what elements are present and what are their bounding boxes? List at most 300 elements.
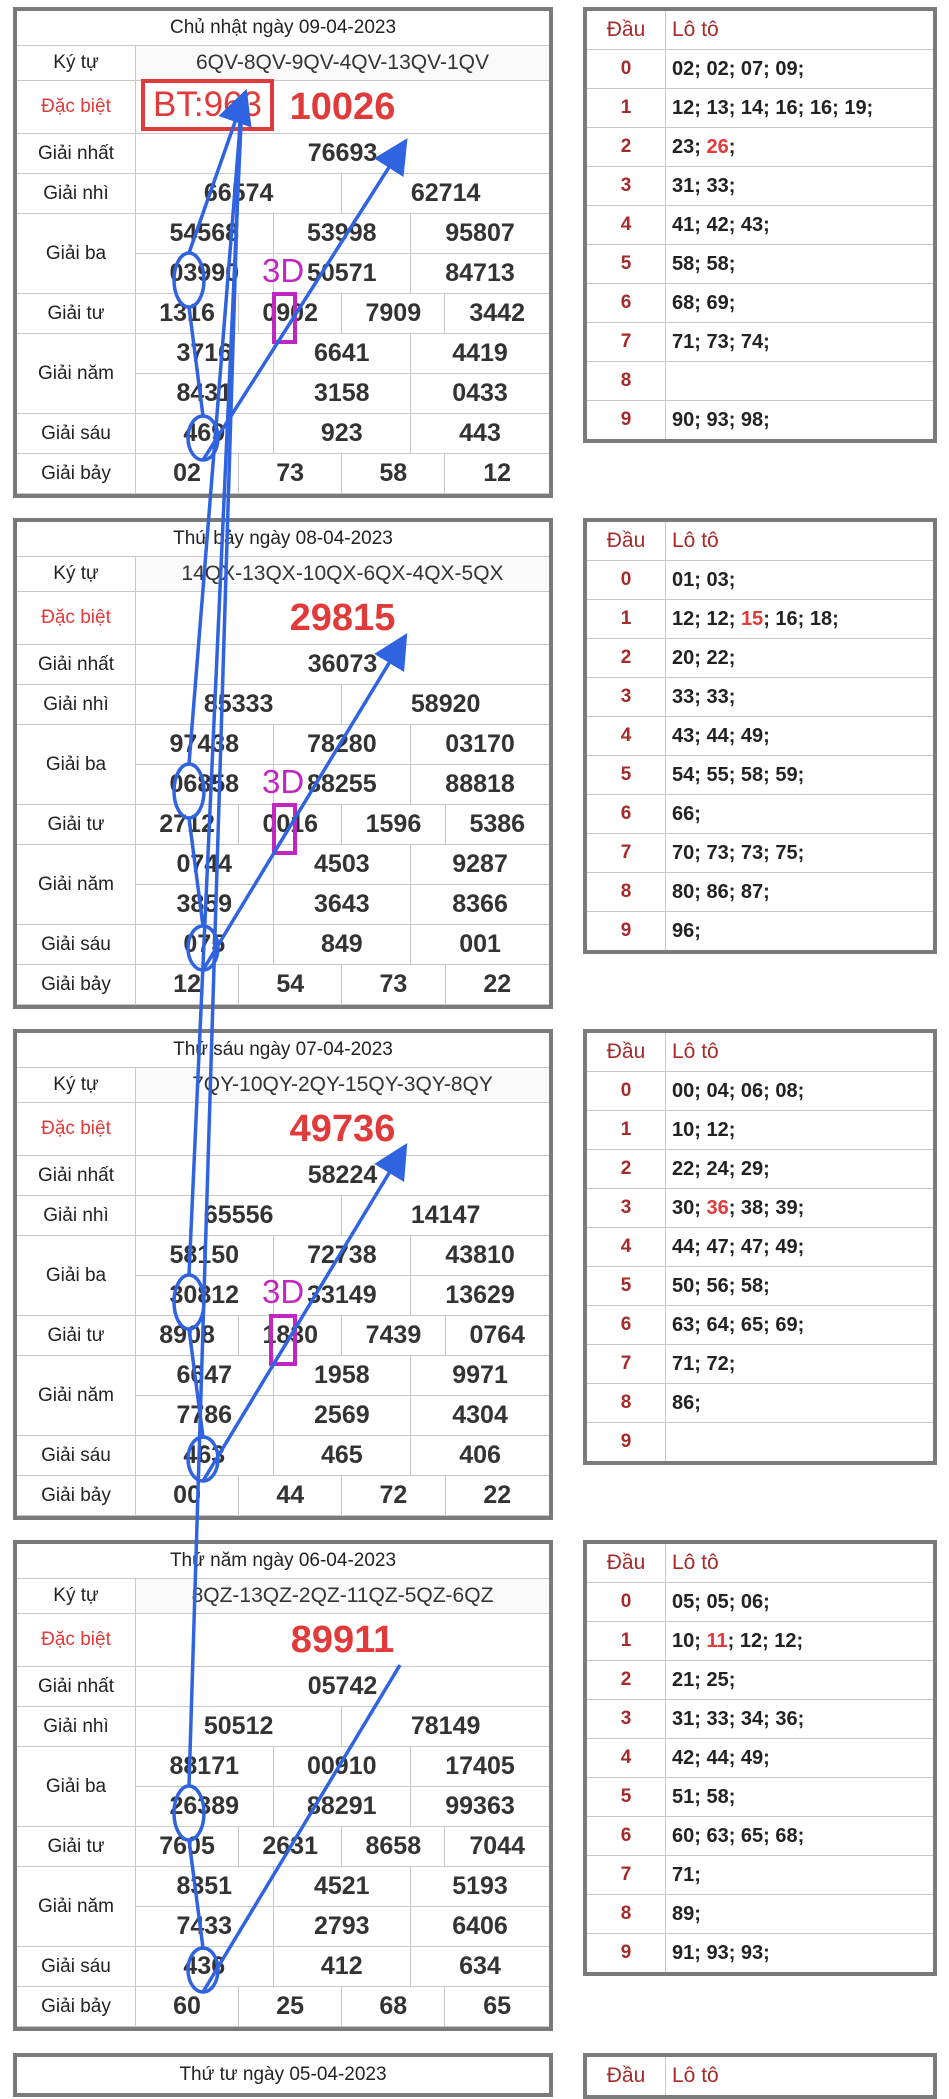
loto-row (585, 1189, 935, 1228)
dau-value: 9 (585, 1934, 666, 1975)
dau-value: 1 (585, 600, 666, 639)
loto-text: 30; (672, 1196, 707, 1219)
giai-tu-value: 7439 (342, 1316, 445, 1356)
dau-value: 7 (585, 323, 666, 362)
loto-text: ; 12; 12; (727, 1629, 804, 1652)
loto-values (666, 1934, 936, 1975)
giai-ba-value: 03990 (136, 254, 274, 294)
giai-bay-value: 65 (445, 1987, 551, 2027)
giai-ba-value: 78280 (273, 725, 411, 765)
loto-text: 33; 33; (672, 685, 736, 708)
loto-row (585, 834, 935, 873)
giai-nam-value: 2793 (273, 1907, 411, 1947)
loto-text: 01; 03; (672, 568, 736, 591)
giai-ba-value: 03170 (411, 725, 551, 765)
dau-value: 8 (585, 1384, 666, 1423)
loto-values (666, 1817, 936, 1856)
ky-tu-value: 6QV-8QV-9QV-4QV-13QV-1QV (136, 46, 552, 81)
giai-sau-label: Giải sáu (15, 1436, 136, 1476)
dau-value: 9 (585, 401, 666, 442)
loto-row (585, 284, 935, 323)
dau-value: 8 (585, 362, 666, 401)
ky-tu-label: Ký tự (15, 1068, 136, 1103)
giai-tu-label: Giải tư (15, 294, 136, 334)
three-d-marker (269, 1314, 297, 1366)
dau-value: 4 (585, 1228, 666, 1267)
giai-bay-value: 73 (239, 454, 342, 494)
loto-text: 31; 33; 34; 36; (672, 1707, 805, 1730)
loto-values (666, 50, 936, 89)
dau-value: 3 (585, 167, 666, 206)
giai-tu-label: Giải tư (15, 805, 136, 845)
giai-nhat-label: Giải nhất (15, 134, 136, 174)
dac-biet-label: Đặc biệt (15, 592, 136, 645)
dau-header: Đầu (585, 2055, 666, 2097)
giai-ba-value: 88818 (411, 765, 551, 805)
dau-value: 9 (585, 1423, 666, 1464)
loto-values (666, 639, 936, 678)
giai-nhat-label: Giải nhất (15, 645, 136, 685)
loto-values (666, 1228, 936, 1267)
giai-ba-value: 17405 (411, 1747, 552, 1787)
special-loto-highlight: 11 (706, 1629, 728, 1652)
loto-values (666, 561, 936, 600)
ky-tu-label: Ký tự (15, 46, 136, 81)
dau-value: 4 (585, 717, 666, 756)
dau-value: 7 (585, 1345, 666, 1384)
giai-nhi-label: Giải nhì (15, 174, 136, 214)
loto-text: 12; 13; 14; 16; 16; 19; (672, 96, 874, 119)
giai-nam-value: 0433 (411, 374, 552, 414)
loto-text: 44; 47; 47; 49; (672, 1235, 805, 1258)
loto-values (666, 89, 936, 128)
giai-tu-value: 1596 (342, 805, 445, 845)
loto-values (666, 1384, 936, 1423)
dau-header: Đầu (585, 1031, 666, 1072)
giai-ba-value: 30812 (136, 1276, 274, 1316)
loto-row (585, 1934, 935, 1975)
loto-values (666, 1150, 936, 1189)
loto-header: Lô tô (666, 2055, 936, 2097)
loto-row (585, 1778, 935, 1817)
giai-ba-value: 43810 (411, 1236, 551, 1276)
loto-text: 68; 69; (672, 291, 736, 314)
giai-tu-value: 2712 (136, 805, 239, 845)
giai-bay-value: 58 (342, 454, 445, 494)
dau-value: 1 (585, 1111, 666, 1150)
dau-value: 6 (585, 795, 666, 834)
giai-sau-label: Giải sáu (15, 414, 136, 454)
dau-header: Đầu (585, 9, 666, 50)
draw-date-title: Chủ nhật ngày 09-04-2023 (15, 9, 551, 46)
giai-nhi-value: 85333 (136, 685, 342, 725)
giai-ba-value: 00910 (273, 1747, 411, 1787)
giai-sau-value: 406 (411, 1436, 551, 1476)
loto-text: 50; 56; 58; (672, 1274, 770, 1297)
giai-nam-value: 6406 (411, 1907, 552, 1947)
loto-text: 10; 12; (672, 1118, 736, 1141)
loto-row (585, 50, 935, 89)
giai-nam-value: 7433 (136, 1907, 274, 1947)
giai-nam-value: 4304 (411, 1396, 551, 1436)
loto-row (585, 600, 935, 639)
giai-tu-value: 5386 (445, 805, 551, 845)
loto-text: 60; 63; 65; 68; (672, 1824, 805, 1847)
dau-value: 2 (585, 1150, 666, 1189)
giai-nam-value: 3859 (136, 885, 274, 925)
giai-nhi-value: 14147 (342, 1196, 551, 1236)
dau-value: 0 (585, 1072, 666, 1111)
giai-bay-label: Giải bảy (15, 965, 136, 1005)
loto-row (585, 717, 935, 756)
dau-value: 2 (585, 639, 666, 678)
loto-values (666, 1189, 936, 1228)
giai-ba-value: 26389 (136, 1787, 274, 1827)
loto-text: 71; 73; 74; (672, 330, 770, 353)
dau-value: 5 (585, 1778, 666, 1817)
giai-bay-value: 72 (342, 1476, 445, 1516)
loto-text: 51; 58; (672, 1785, 736, 1808)
loto-row (585, 323, 935, 362)
loto-text: 58; 58; (672, 252, 736, 275)
loto-values (666, 1583, 936, 1622)
giai-nam-label: Giải năm (15, 845, 136, 925)
giai-sau-value: 001 (411, 925, 551, 965)
ky-tu-value: 14QX-13QX-10QX-6QX-4QX-5QX (136, 557, 552, 592)
giai-nhat-value: 36073 (136, 645, 552, 685)
loto-row (585, 639, 935, 678)
giai-ba-label: Giải ba (15, 1236, 136, 1316)
loto-values (666, 206, 936, 245)
giai-tu-value: 7044 (445, 1827, 551, 1867)
dau-value: 6 (585, 1306, 666, 1345)
giai-sau-value: 412 (273, 1947, 411, 1987)
loto-text: 00; 04; 06; 08; (672, 1079, 805, 1102)
giai-bay-value: 12 (136, 965, 239, 1005)
dau-value: 4 (585, 206, 666, 245)
loto-values (666, 756, 936, 795)
loto-text: 43; 44; 49; (672, 724, 770, 747)
giai-tu-value: 8658 (342, 1827, 445, 1867)
giai-nhat-value: 58224 (136, 1156, 552, 1196)
loto-row (585, 401, 935, 442)
giai-nhi-value: 58920 (342, 685, 551, 725)
loto-row (585, 128, 935, 167)
loto-text: 66; (672, 802, 701, 825)
giai-sau-value: 849 (273, 925, 411, 965)
special-loto-highlight: 26 (706, 135, 729, 158)
loto-row (585, 1423, 935, 1464)
giai-nam-value: 7786 (136, 1396, 274, 1436)
giai-nhi-label: Giải nhì (15, 1707, 136, 1747)
loto-row (585, 1700, 935, 1739)
loto-values (666, 1423, 936, 1464)
loto-row (585, 1739, 935, 1778)
giai-nam-label: Giải năm (15, 1356, 136, 1436)
dac-biet-label: Đặc biệt (15, 81, 136, 134)
dau-value: 2 (585, 128, 666, 167)
loto-header: Lô tô (666, 1031, 936, 1072)
loto-text: 54; 55; 58; 59; (672, 763, 805, 786)
loto-values (666, 1661, 936, 1700)
loto-header: Lô tô (666, 520, 936, 561)
loto-text: 22; 24; 29; (672, 1157, 770, 1180)
giai-ba-value: 13629 (411, 1276, 551, 1316)
dau-value: 9 (585, 912, 666, 953)
special-loto-highlight: 36 (706, 1196, 729, 1219)
loto-values (666, 1072, 936, 1111)
loto-row (585, 1622, 935, 1661)
loto-text: 71; 72; (672, 1352, 736, 1375)
giai-nam-value: 8366 (411, 885, 551, 925)
dac-biet-label: Đặc biệt (15, 1614, 136, 1667)
loto-row (585, 561, 935, 600)
dau-value: 5 (585, 245, 666, 284)
three-d-label: 3D (262, 252, 305, 289)
loto-text: 90; 93; 98; (672, 408, 770, 431)
loto-row (585, 1856, 935, 1895)
loto-row (585, 678, 935, 717)
giai-bay-value: 44 (239, 1476, 342, 1516)
loto-values (666, 284, 936, 323)
giai-nhi-value: 50512 (136, 1707, 342, 1747)
giai-bay-value: 12 (445, 454, 551, 494)
dau-value: 5 (585, 1267, 666, 1306)
dau-value: 6 (585, 1817, 666, 1856)
giai-bay-value: 68 (342, 1987, 445, 2027)
giai-sau-value: 463 (136, 1436, 274, 1476)
loto-values (666, 834, 936, 873)
giai-tu-value: 0016 (239, 805, 342, 845)
loto-text: 91; 93; 93; (672, 1941, 770, 1964)
giai-bay-value: 00 (136, 1476, 239, 1516)
loto-row (585, 362, 935, 401)
draw-date-title: Thứ tư ngày 05-04-2023 (15, 2055, 551, 2095)
giai-ba-label: Giải ba (15, 725, 136, 805)
giai-bay-value: 02 (136, 454, 239, 494)
giai-nam-value: 3643 (273, 885, 411, 925)
giai-tu-value: 1316 (136, 294, 239, 334)
loto-row (585, 1384, 935, 1423)
giai-ba-value: 06858 (136, 765, 274, 805)
loto-text: ; 16; 18; (763, 607, 839, 630)
bt-annotation: BT:963 (141, 79, 274, 131)
ky-tu-value: 8QZ-13QZ-2QZ-11QZ-5QZ-6QZ (136, 1579, 552, 1614)
loto-values (666, 1895, 936, 1934)
loto-text: 71; (672, 1863, 701, 1886)
loto-text: 23; (672, 135, 707, 158)
giai-sau-value: 075 (136, 925, 274, 965)
loto-text: 96; (672, 919, 701, 942)
giai-sau-label: Giải sáu (15, 1947, 136, 1987)
dau-value: 7 (585, 1856, 666, 1895)
dau-value: 5 (585, 756, 666, 795)
three-d-marker (272, 292, 297, 344)
dau-value: 3 (585, 1700, 666, 1739)
giai-tu-label: Giải tư (15, 1316, 136, 1356)
giai-nam-value: 9287 (411, 845, 551, 885)
loto-row (585, 206, 935, 245)
loto-values (666, 1111, 936, 1150)
giai-ba-value: 97438 (136, 725, 274, 765)
dau-value: 1 (585, 89, 666, 128)
giai-ba-value: 95807 (411, 214, 552, 254)
loto-row (585, 245, 935, 284)
giai-nam-value: 4521 (273, 1867, 411, 1907)
giai-sau-value: 436 (136, 1947, 274, 1987)
loto-row (585, 795, 935, 834)
giai-nhi-label: Giải nhì (15, 685, 136, 725)
loto-text: 10; (672, 1629, 707, 1652)
ky-tu-label: Ký tự (15, 1579, 136, 1614)
three-d-label: 3D (262, 763, 305, 800)
loto-row (585, 1817, 935, 1856)
loto-row (585, 1345, 935, 1384)
loto-values (666, 128, 936, 167)
loto-text: 05; 05; 06; (672, 1590, 770, 1613)
giai-ba-value: 33149 (273, 1276, 411, 1316)
loto-row (585, 1661, 935, 1700)
loto-values (666, 245, 936, 284)
loto-row (585, 89, 935, 128)
special-loto-highlight: 15 (740, 607, 764, 630)
giai-bay-value: 22 (445, 965, 551, 1005)
giai-nhi-value: 66574 (136, 174, 342, 214)
loto-text: ; (728, 135, 736, 158)
giai-tu-value: 0902 (239, 294, 342, 334)
loto-text: 86; (672, 1391, 701, 1414)
loto-values (666, 1778, 936, 1817)
loto-values (666, 873, 936, 912)
giai-ba-value: 99363 (411, 1787, 552, 1827)
giai-nam-value: 9971 (411, 1356, 551, 1396)
ky-tu-label: Ký tự (15, 557, 136, 592)
giai-ba-label: Giải ba (15, 214, 136, 294)
three-d-label: 3D (262, 1273, 305, 1310)
loto-values (666, 401, 936, 442)
giai-nhi-value: 65556 (136, 1196, 342, 1236)
loto-values (666, 717, 936, 756)
dau-value: 1 (585, 1622, 666, 1661)
dau-value: 0 (585, 561, 666, 600)
giai-sau-value: 469 (136, 414, 274, 454)
dau-header: Đầu (585, 1542, 666, 1583)
loto-text: 21; 25; (672, 1668, 736, 1691)
dac-biet-value: 29815 (136, 592, 552, 645)
loto-values (666, 1739, 936, 1778)
giai-bay-value: 73 (342, 965, 445, 1005)
loto-values (666, 912, 936, 953)
giai-nhi-value: 78149 (342, 1707, 551, 1747)
giai-tu-value: 0764 (445, 1316, 551, 1356)
draw-date-title: Thứ sáu ngày 07-04-2023 (15, 1031, 551, 1068)
giai-tu-value: 1830 (239, 1316, 342, 1356)
loto-row (585, 1267, 935, 1306)
giai-bay-value: 60 (136, 1987, 239, 2027)
dac-biet-value: 10026 (136, 81, 552, 134)
giai-nhat-label: Giải nhất (15, 1156, 136, 1196)
giai-sau-value: 634 (411, 1947, 552, 1987)
dau-value: 6 (585, 284, 666, 323)
giai-ba-value: 88171 (136, 1747, 274, 1787)
loto-text: 41; 42; 43; (672, 213, 770, 236)
giai-ba-value: 72738 (273, 1236, 411, 1276)
giai-tu-value: 2631 (239, 1827, 342, 1867)
giai-ba-value: 88255 (273, 765, 411, 805)
dau-value: 3 (585, 1189, 666, 1228)
giai-nam-label: Giải năm (15, 1867, 136, 1947)
loto-values (666, 1267, 936, 1306)
draw-date-title: Thứ năm ngày 06-04-2023 (15, 1542, 551, 1579)
giai-bay-value: 22 (445, 1476, 551, 1516)
giai-bay-label: Giải bảy (15, 1987, 136, 2027)
giai-sau-value: 923 (273, 414, 411, 454)
loto-values (666, 1856, 936, 1895)
loto-header: Lô tô (666, 1542, 936, 1583)
giai-nam-value: 2569 (273, 1396, 411, 1436)
dac-biet-value: 49736 (136, 1103, 552, 1156)
giai-nam-value: 3158 (273, 374, 411, 414)
loto-text: ; 38; 39; (728, 1196, 805, 1219)
dac-biet-label: Đặc biệt (15, 1103, 136, 1156)
giai-bay-value: 25 (239, 1987, 342, 2027)
giai-ba-value: 50571 (273, 254, 411, 294)
dau-value: 8 (585, 1895, 666, 1934)
giai-nam-value: 1958 (273, 1356, 411, 1396)
giai-tu-value: 8908 (136, 1316, 239, 1356)
dau-value: 2 (585, 1661, 666, 1700)
giai-nam-value: 8431 (136, 374, 274, 414)
three-d-marker (272, 803, 297, 855)
loto-values (666, 1345, 936, 1384)
loto-row (585, 1150, 935, 1189)
loto-row (585, 167, 935, 206)
giai-nhat-value: 05742 (136, 1667, 552, 1707)
loto-values (666, 795, 936, 834)
loto-text: 89; (672, 1902, 701, 1925)
dau-value: 7 (585, 834, 666, 873)
loto-values (666, 600, 936, 639)
giai-nam-value: 6641 (273, 334, 411, 374)
giai-nhi-label: Giải nhì (15, 1196, 136, 1236)
loto-row (585, 756, 935, 795)
giai-tu-value: 7909 (342, 294, 445, 334)
giai-ba-value: 88291 (273, 1787, 411, 1827)
giai-sau-value: 465 (273, 1436, 411, 1476)
giai-nhat-value: 76693 (136, 134, 552, 174)
loto-row (585, 1895, 935, 1934)
ky-tu-value: 7QY-10QY-2QY-15QY-3QY-8QY (136, 1068, 552, 1103)
giai-nhi-value: 62714 (342, 174, 551, 214)
dau-value: 3 (585, 678, 666, 717)
loto-row (585, 1072, 935, 1111)
loto-row (585, 912, 935, 953)
loto-values (666, 678, 936, 717)
loto-text: 20; 22; (672, 646, 736, 669)
loto-row (585, 1583, 935, 1622)
giai-nam-value: 5193 (411, 1867, 552, 1907)
loto-text: 42; 44; 49; (672, 1746, 770, 1769)
loto-row (585, 873, 935, 912)
loto-text: 80; 86; 87; (672, 880, 770, 903)
giai-tu-value: 7605 (136, 1827, 239, 1867)
loto-values (666, 1622, 936, 1661)
dau-value: 8 (585, 873, 666, 912)
giai-nam-value: 4503 (273, 845, 411, 885)
dau-value: 0 (585, 50, 666, 89)
loto-row (585, 1306, 935, 1345)
loto-values (666, 167, 936, 206)
